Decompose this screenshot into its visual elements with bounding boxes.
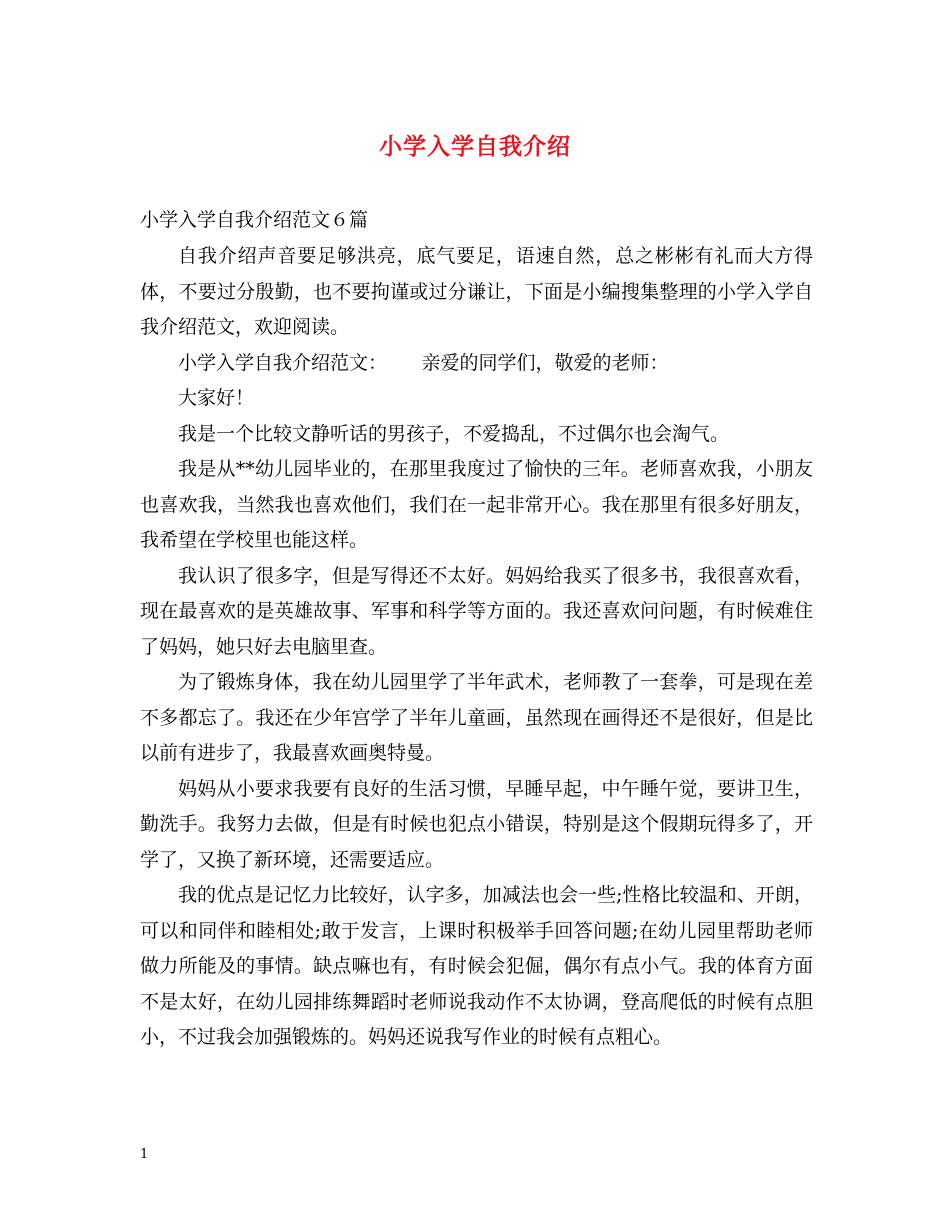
- page-title: 小学入学自我介绍: [379, 133, 571, 160]
- paragraph: 小学入学自我介绍范文： 亲爱的同学们，敬爱的老师：: [178, 351, 669, 374]
- paragraph: 为了锻炼身体，我在幼儿园里学了半年武术，老师教了一套拳，可是现在差不多都忘了。我还在少年宫学了半年儿童画，虽然现在画得还不是很好，但是比以前有进步了，我最喜欢画奥特曼。: [140, 671, 813, 764]
- paragraph: 妈妈从小要求我要有良好的生活习惯，早睡早起，中午睡午觉，要讲卫生，勤洗手。我努力去做，但是有时候也犯点小错误，特别是这个假期玩得多了，开学了，又换了新环境，还需要适应。: [140, 777, 813, 871]
- paragraph: 我认识了很多字，但是写得还不太好。妈妈给我买了很多书，我很喜欢看，现在最喜欢的是英雄故事、军事和科学等方面的。我还喜欢问问题，有时候难住了妈妈，她只好去电脑里查。: [140, 564, 813, 658]
- paragraph: 自我介绍声音要足够洪亮，底气要足，语速自然，总之彬彬有礼而大方得体，不要过分殷勤，也不要拘谨或过分谦让，下面是小编搜集整理的小学入学自我介绍范文，欢迎阅读。: [140, 245, 813, 338]
- paragraph: 我的优点是记忆力比较好，认字多，加减法也会一些;性格比较温和、开朗，可以和同伴和睦相处;敢于发言，上课时积极举手回答问题;在幼儿园里帮助老师做力所能及的事情。缺点嘛也有，有时候会犯倔，偶尔有点小气。我的体育方面不是太好，在幼儿园排练舞蹈时老师说我动作不太协调，登高爬低的时候有点胆小，不过我会加强锻炼的。妈妈还说我写作业的时候有点粗心。: [140, 884, 813, 1048]
- page-number: 1: [140, 1147, 149, 1162]
- paragraph: 我是从**幼儿园毕业的，在那里我度过了愉快的三年。老师喜欢我，小朋友也喜欢我，当然我也喜欢他们，我们在一起非常开心。我在那里有很多好朋友，我希望在学校里也能这样。: [140, 458, 813, 551]
- document-body: [140, 239, 813, 1056]
- paragraph: 我是一个比较文静听话的男孩子，不爱捣乱，不过偶尔也会淘气。: [178, 422, 730, 445]
- paragraph: 大家好！: [178, 387, 255, 409]
- subtitle: 小学入学自我介绍范文６篇: [140, 209, 369, 231]
